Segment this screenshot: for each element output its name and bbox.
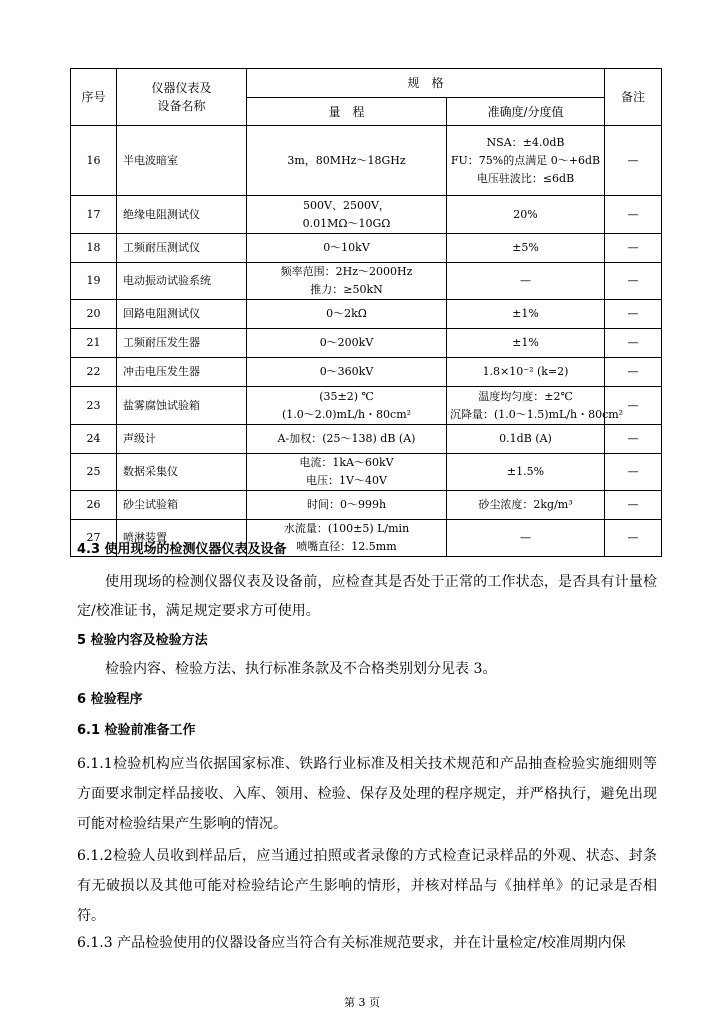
range-line: A-加权：(25～138) dB (A) (277, 432, 416, 445)
header-name-line1: 仪器仪表及 (151, 81, 212, 95)
cell-accuracy (447, 425, 605, 454)
cell-seq: 26 (71, 491, 117, 520)
cell-accuracy (447, 196, 605, 234)
cell-remark: — (605, 358, 662, 387)
accuracy-line: 1.8×10⁻² (k=2) (482, 365, 569, 378)
accuracy-line: — (520, 531, 531, 544)
cell-name: 半电波暗室 (117, 126, 247, 196)
section-6-1-3-body: 6.1.3 产品检验使用的仪器设备应当符合有关标准规范要求，并在计量检定/校准周期内保 (77, 935, 626, 951)
cell-name: 绝缘电阻测试仪 (117, 196, 247, 234)
section-4-3-title: 4.3 使用现场的检测仪器仪表及设备 (77, 542, 287, 557)
cell-seq: 16 (71, 126, 117, 196)
range-line: 电压：1V～40V (306, 474, 387, 487)
page-number: 第 3 页 (344, 996, 380, 1009)
cell-range (247, 126, 447, 196)
header-name (117, 69, 247, 126)
section-6-1-1-body: 6.1.1检验机构应当依据国家标准、铁路行业标准及相关技术规范和产品抽查检验实施细则等方面要求制定样品接收、入库、领用、检验、保存及处理的程序规定，并严格执行，避免出现可能对检验结果产生影响的情况。 (77, 756, 657, 832)
section-5-title: 5 检验内容及检验方法 (77, 633, 208, 648)
cell-range (247, 491, 447, 520)
cell-name: 数据采集仪 (117, 454, 247, 491)
cell-remark: — (605, 454, 662, 491)
cell-name: 声级计 (117, 425, 247, 454)
cell-accuracy (447, 126, 605, 196)
accuracy-line: ±1.5% (506, 465, 545, 478)
header-remark: 备注 (605, 69, 662, 126)
table-row (71, 263, 662, 300)
table-row (71, 358, 662, 387)
cell-range (247, 454, 447, 491)
cell-remark: — (605, 329, 662, 358)
cell-seq: 25 (71, 454, 117, 491)
table-row (71, 126, 662, 196)
cell-name: 砂尘试验箱 (117, 491, 247, 520)
table-row (71, 196, 662, 234)
section-5-body: 检验内容、检验方法、执行标准条款及不合格类别划分见表 3。 (105, 661, 497, 677)
table-row (71, 300, 662, 329)
accuracy-line: 砂尘浓度：2kg/m³ (478, 498, 573, 511)
table-row (71, 454, 662, 491)
cell-seq: 19 (71, 263, 117, 300)
cell-seq: 22 (71, 358, 117, 387)
section-6-1-title: 6.1 检验前准备工作 (77, 723, 196, 738)
cell-name: 工频耐压测试仪 (117, 234, 247, 263)
accuracy-line: 0.1dB (A) (499, 432, 552, 445)
accuracy-line: 20% (513, 207, 538, 221)
cell-name: 回路电阻测试仪 (117, 300, 247, 329)
range-line: 0～200kV (319, 336, 374, 349)
accuracy-line: ±5% (512, 241, 539, 254)
cell-seq: 23 (71, 387, 117, 425)
cell-range (247, 425, 447, 454)
cell-accuracy (447, 387, 624, 425)
cell-remark: — (605, 196, 662, 234)
cell-name: 盐雾腐蚀试验箱 (117, 387, 247, 425)
section-6-1-2-body: 6.1.2检验人员收到样品后，应当通过拍照或者录像的方式检查记录样品的外观、状态、封条有无破损以及其他可能对检验结论产生影响的情形，并核对样品与《抽样单》的记录是否相符。 (77, 848, 657, 924)
cell-seq: 27 (71, 520, 117, 557)
section-4-3-body: 使用现场的检测仪器仪表及设备前，应检查其是否处于正常的工作状态，是否具有计量检定/校准证书，满足规定要求方可使用。 (77, 574, 657, 619)
cell-remark: — (605, 491, 662, 520)
instrument-spec-table (70, 68, 662, 557)
accuracy-line: ±1% (512, 336, 539, 349)
cell-accuracy (447, 234, 605, 263)
cell-range (247, 329, 447, 358)
accuracy-line: 电压驻波比：≤6dB (476, 171, 575, 185)
range-line: 推力：≥50kN (310, 283, 383, 296)
cell-remark: — (605, 126, 662, 196)
accuracy-line: 沉降量：(1.0～1.5)mL/h・80cm² (450, 407, 624, 421)
cell-remark: — (605, 520, 662, 557)
table-row (71, 329, 662, 358)
cell-name: 冲击电压发生器 (117, 358, 247, 387)
cell-accuracy (447, 358, 605, 387)
cell-range (247, 234, 447, 263)
cell-accuracy (447, 263, 605, 300)
cell-range (247, 358, 447, 387)
cell-remark: — (605, 263, 662, 300)
range-line: 水流量：(100±5) L/min (283, 522, 410, 535)
range-line: 0～2kΩ (326, 307, 367, 320)
range-line: 3m，80MHz～18GHz (287, 153, 406, 167)
table-row (71, 425, 662, 454)
cell-range (247, 196, 447, 234)
accuracy-line: 温度均匀度：±2℃ (478, 389, 573, 403)
cell-accuracy (447, 300, 605, 329)
cell-seq: 18 (71, 234, 117, 263)
range-line: 0～10kV (323, 241, 370, 254)
table-row (71, 491, 662, 520)
accuracy-line: — (520, 274, 531, 287)
cell-accuracy (447, 454, 605, 491)
range-line: 0～360kV (319, 365, 374, 378)
cell-name: 喷淋装置 (117, 520, 247, 557)
cell-range (247, 300, 447, 329)
cell-name: 工频耐压发生器 (117, 329, 247, 358)
cell-seq: 17 (71, 196, 117, 234)
cell-accuracy (447, 491, 605, 520)
cell-remark: — (605, 425, 662, 454)
cell-remark: — (605, 300, 662, 329)
cell-remark: — (605, 234, 662, 263)
table-row (71, 387, 662, 425)
header-accuracy: 准确度/分度值 (447, 98, 605, 126)
header-range: 量 程 (247, 98, 447, 126)
range-line: 频率范围：2Hz～2000Hz (280, 265, 413, 278)
cell-seq: 24 (71, 425, 117, 454)
range-line: 电流：1kA～60kV (299, 456, 394, 469)
header-spec: 规 格 (247, 69, 605, 98)
range-line: 喷嘴直径：12.5mm (296, 540, 397, 553)
accuracy-line: NSA：±4.0dB (486, 135, 565, 149)
range-line: (35±2) ℃ (319, 389, 374, 403)
header-seq: 序号 (71, 69, 117, 126)
range-line: 时间：0～999h (306, 498, 387, 511)
range-line: (1.0～2.0)mL/h・80cm² (281, 407, 412, 421)
cell-remark: — (605, 387, 662, 425)
section-6-title: 6 检验程序 (77, 692, 143, 707)
cell-accuracy (447, 329, 605, 358)
range-line: 0.01MΩ～10GΩ (302, 216, 391, 230)
cell-name: 电动振动试验系统 (117, 263, 247, 300)
cell-seq: 20 (71, 300, 117, 329)
table-row (71, 234, 662, 263)
cell-range (247, 263, 447, 300)
accuracy-line: ±1% (512, 307, 539, 320)
cell-range (247, 387, 447, 425)
cell-seq: 21 (71, 329, 117, 358)
range-line: 500V、2500V， (303, 198, 390, 212)
accuracy-line: FU：75%的点满足 0～+6dB (450, 153, 601, 167)
header-name-line2: 设备名称 (157, 99, 206, 113)
